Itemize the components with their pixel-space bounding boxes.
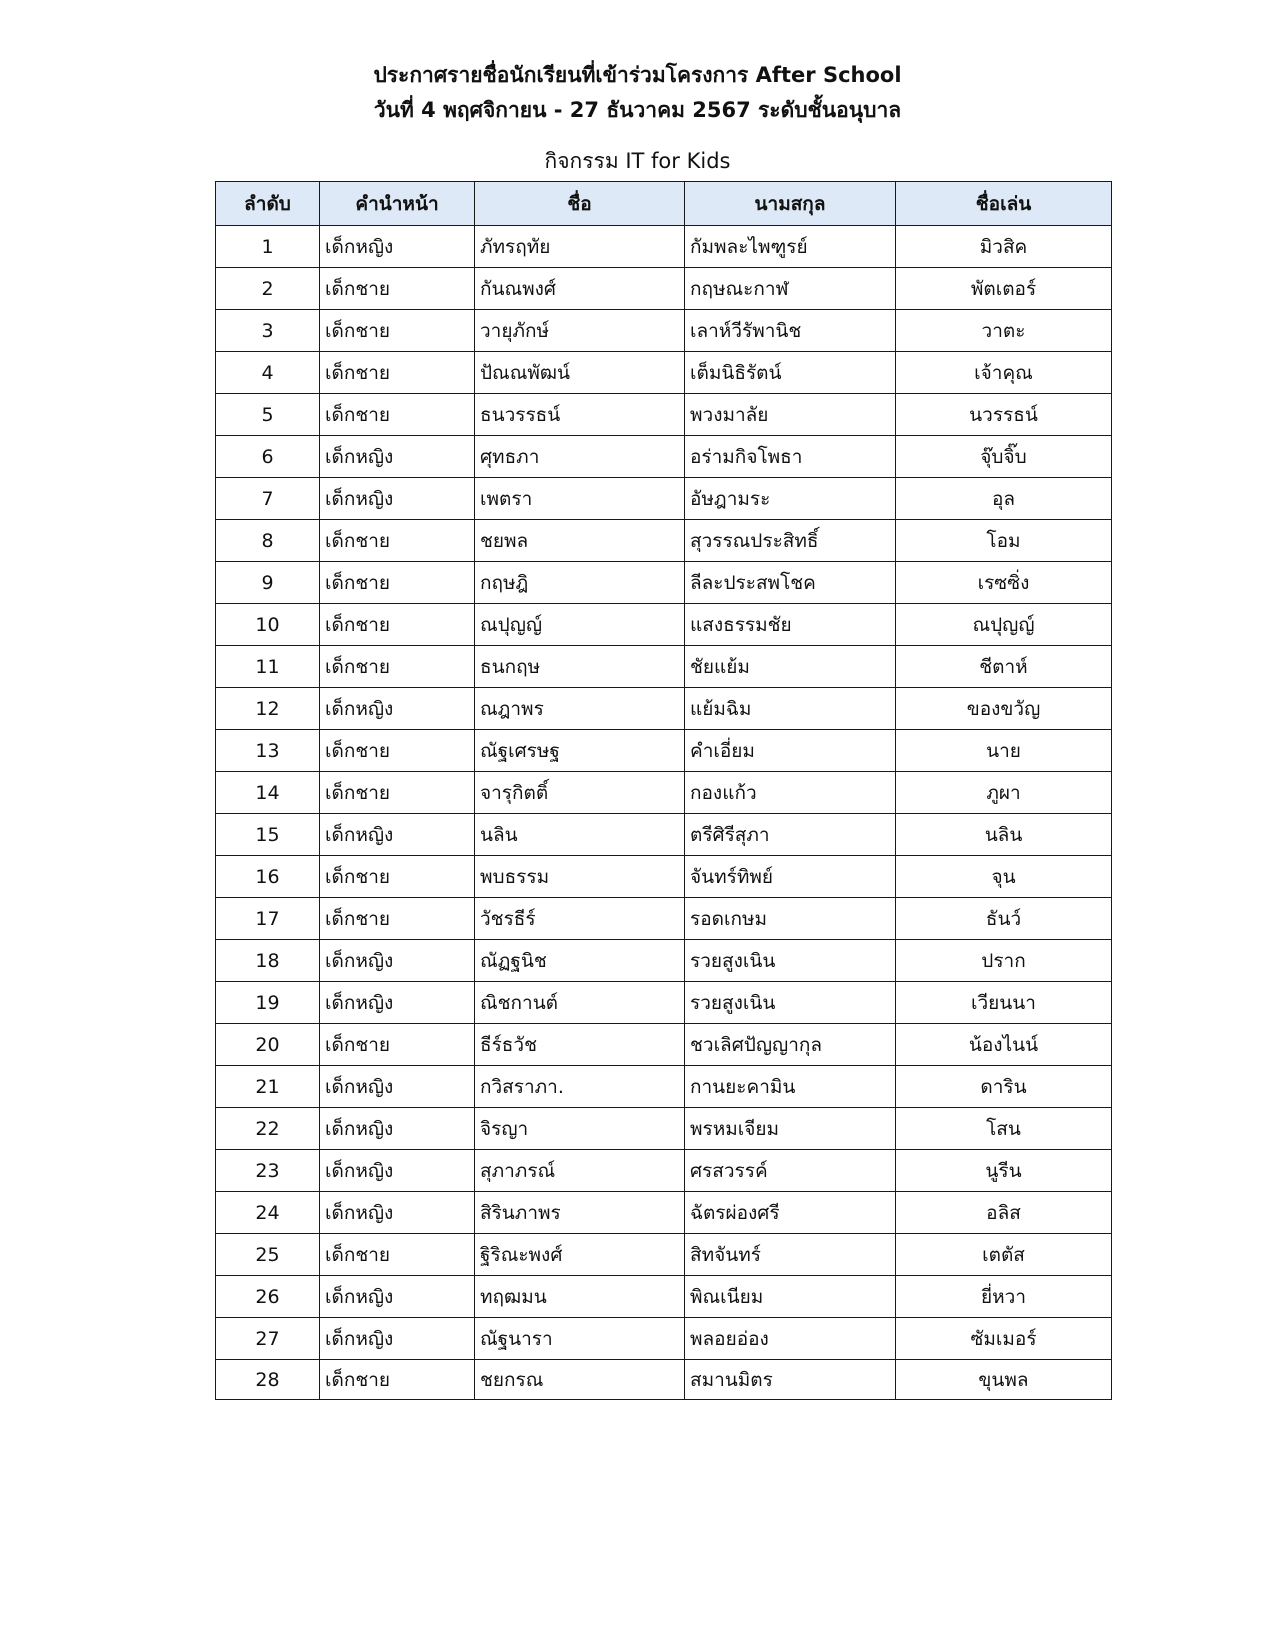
col-header-prefix: คำนำหน้า	[320, 182, 475, 226]
table-row	[216, 730, 1112, 772]
table-row	[216, 478, 1112, 520]
first-name-cell: นลิน	[475, 814, 685, 856]
prefix-cell: เด็กชาย	[320, 352, 475, 394]
row-number: 7	[216, 478, 320, 520]
first-name-cell: ธนกฤษ	[475, 646, 685, 688]
nickname-cell: ของขวัญ	[896, 688, 1112, 730]
last-name-cell: ฉัตรผ่องศรี	[685, 1192, 896, 1234]
nickname-cell: พัตเตอร์	[896, 268, 1112, 310]
table-row	[216, 940, 1112, 982]
row-number: 6	[216, 436, 320, 478]
nickname-cell: อลิส	[896, 1192, 1112, 1234]
nickname-cell: โสน	[896, 1108, 1112, 1150]
last-name-cell: รวยสูงเนิน	[685, 982, 896, 1024]
row-number: 3	[216, 310, 320, 352]
last-name-cell: สิทจันทร์	[685, 1234, 896, 1276]
title-line-1: ประกาศรายชื่อนักเรียนที่เข้าร่วมโครงการ After School	[373, 63, 902, 87]
prefix-cell: เด็กหญิง	[320, 1108, 475, 1150]
first-name-cell: วัชรธีร์	[475, 898, 685, 940]
first-name-cell: ณัฐนารา	[475, 1318, 685, 1360]
last-name-cell: กานยะคามิน	[685, 1066, 896, 1108]
row-number: 11	[216, 646, 320, 688]
prefix-cell: เด็กชาย	[320, 1360, 475, 1400]
nickname-cell: มิวสิค	[896, 226, 1112, 268]
table-body	[216, 226, 1112, 1400]
nickname-cell: อุล	[896, 478, 1112, 520]
row-number: 28	[216, 1360, 320, 1400]
col-header-number: ลำดับ	[216, 182, 320, 226]
table-row	[216, 394, 1112, 436]
table-row	[216, 1234, 1112, 1276]
table-row	[216, 604, 1112, 646]
nickname-cell: นาย	[896, 730, 1112, 772]
nickname-cell: ชีตาห์	[896, 646, 1112, 688]
table-row	[216, 520, 1112, 562]
row-number: 23	[216, 1150, 320, 1192]
first-name-cell: ปัณณพัฒน์	[475, 352, 685, 394]
prefix-cell: เด็กหญิง	[320, 1150, 475, 1192]
row-number: 26	[216, 1276, 320, 1318]
row-number: 17	[216, 898, 320, 940]
nickname-cell: นลิน	[896, 814, 1112, 856]
first-name-cell: จิรญา	[475, 1108, 685, 1150]
prefix-cell: เด็กหญิง	[320, 226, 475, 268]
first-name-cell: จารุกิตติ์	[475, 772, 685, 814]
prefix-cell: เด็กหญิง	[320, 436, 475, 478]
prefix-cell: เด็กหญิง	[320, 814, 475, 856]
last-name-cell: กัมพละไพฑูรย์	[685, 226, 896, 268]
table-row	[216, 1360, 1112, 1400]
first-name-cell: เพตรา	[475, 478, 685, 520]
table-row	[216, 310, 1112, 352]
nickname-cell: เรซซิ่ง	[896, 562, 1112, 604]
last-name-cell: สุวรรณประสิทธิ์	[685, 520, 896, 562]
prefix-cell: เด็กหญิง	[320, 1066, 475, 1108]
prefix-cell: เด็กชาย	[320, 604, 475, 646]
nickname-cell: จุ๊บจิ๊บ	[896, 436, 1112, 478]
prefix-cell: เด็กหญิง	[320, 688, 475, 730]
table-row	[216, 352, 1112, 394]
nickname-cell: จุน	[896, 856, 1112, 898]
first-name-cell: สิรินภาพร	[475, 1192, 685, 1234]
row-number: 19	[216, 982, 320, 1024]
last-name-cell: ตรีศิรีสุภา	[685, 814, 896, 856]
prefix-cell: เด็กหญิง	[320, 1318, 475, 1360]
first-name-cell: กันณพงศ์	[475, 268, 685, 310]
first-name-cell: กฤษฎิ	[475, 562, 685, 604]
last-name-cell: ศรสวรรค์	[685, 1150, 896, 1192]
prefix-cell: เด็กชาย	[320, 646, 475, 688]
first-name-cell: ฐิริณะพงศ์	[475, 1234, 685, 1276]
row-number: 20	[216, 1024, 320, 1066]
prefix-cell: เด็กหญิง	[320, 940, 475, 982]
row-number: 2	[216, 268, 320, 310]
first-name-cell: ศุทธภา	[475, 436, 685, 478]
last-name-cell: คำเอี่ยม	[685, 730, 896, 772]
nickname-cell: เวียนนา	[896, 982, 1112, 1024]
nickname-cell: เจ้าคุณ	[896, 352, 1112, 394]
first-name-cell: ณัฏฐนิช	[475, 940, 685, 982]
prefix-cell: เด็กชาย	[320, 394, 475, 436]
table-row	[216, 772, 1112, 814]
last-name-cell: จันทร์ทิพย์	[685, 856, 896, 898]
last-name-cell: เลาห์วีรัพานิช	[685, 310, 896, 352]
prefix-cell: เด็กชาย	[320, 1024, 475, 1066]
table-row	[216, 1150, 1112, 1192]
table-row	[216, 1192, 1112, 1234]
col-header-nickname: ชื่อเล่น	[896, 182, 1112, 226]
first-name-cell: ภัทรฤทัย	[475, 226, 685, 268]
last-name-cell: พวงมาลัย	[685, 394, 896, 436]
prefix-cell: เด็กหญิง	[320, 1276, 475, 1318]
row-number: 9	[216, 562, 320, 604]
last-name-cell: อร่ามกิจโพธา	[685, 436, 896, 478]
nickname-cell: โอม	[896, 520, 1112, 562]
table-row	[216, 1024, 1112, 1066]
first-name-cell: กวิสราภา.	[475, 1066, 685, 1108]
last-name-cell: อัษฎามระ	[685, 478, 896, 520]
table-row	[216, 688, 1112, 730]
table-row	[216, 1108, 1112, 1150]
row-number: 15	[216, 814, 320, 856]
table-row	[216, 268, 1112, 310]
prefix-cell: เด็กหญิง	[320, 478, 475, 520]
row-number: 25	[216, 1234, 320, 1276]
table-row	[216, 436, 1112, 478]
prefix-cell: เด็กชาย	[320, 856, 475, 898]
last-name-cell: รอดเกษม	[685, 898, 896, 940]
nickname-cell: นูรีน	[896, 1150, 1112, 1192]
first-name-cell: ธนวรรธน์	[475, 394, 685, 436]
first-name-cell: ธีร์ธวัช	[475, 1024, 685, 1066]
nickname-cell: น้องไนน์	[896, 1024, 1112, 1066]
last-name-cell: พิณเนียม	[685, 1276, 896, 1318]
prefix-cell: เด็กหญิง	[320, 982, 475, 1024]
row-number: 18	[216, 940, 320, 982]
title-line-2: วันที่ 4 พฤศจิกายน - 27 ธันวาคม 2567 ระดับชั้นอนุบาล	[373, 98, 902, 122]
row-number: 10	[216, 604, 320, 646]
last-name-cell: พลอยอ่อง	[685, 1318, 896, 1360]
first-name-cell: ณปุญญ์	[475, 604, 685, 646]
last-name-cell: เต็มนิธิรัตน์	[685, 352, 896, 394]
first-name-cell: ณฎาพร	[475, 688, 685, 730]
row-number: 13	[216, 730, 320, 772]
last-name-cell: กองแก้ว	[685, 772, 896, 814]
nickname-cell: ดาริน	[896, 1066, 1112, 1108]
table-row	[216, 856, 1112, 898]
row-number: 5	[216, 394, 320, 436]
row-number: 14	[216, 772, 320, 814]
nickname-cell: วาตะ	[896, 310, 1112, 352]
activity-title: กิจกรรม IT for Kids	[544, 149, 731, 173]
table-row	[216, 226, 1112, 268]
last-name-cell: ชัยแย้ม	[685, 646, 896, 688]
first-name-cell: สุภาภรณ์	[475, 1150, 685, 1192]
last-name-cell: สมานมิตร	[685, 1360, 896, 1400]
row-number: 8	[216, 520, 320, 562]
document-title	[0, 58, 1275, 128]
nickname-cell: ณปุญญ์	[896, 604, 1112, 646]
prefix-cell: เด็กชาย	[320, 730, 475, 772]
row-number: 22	[216, 1108, 320, 1150]
first-name-cell: ณัฐเศรษฐ	[475, 730, 685, 772]
last-name-cell: กฤษณะกาฬ	[685, 268, 896, 310]
col-header-last-name: นามสกุล	[685, 182, 896, 226]
nickname-cell: ขุนพล	[896, 1360, 1112, 1400]
table-row	[216, 562, 1112, 604]
first-name-cell: ทฤฒมน	[475, 1276, 685, 1318]
prefix-cell: เด็กชาย	[320, 268, 475, 310]
row-number: 27	[216, 1318, 320, 1360]
last-name-cell: พรหมเจียม	[685, 1108, 896, 1150]
row-number: 1	[216, 226, 320, 268]
table-row	[216, 646, 1112, 688]
prefix-cell: เด็กชาย	[320, 898, 475, 940]
table-row	[216, 1276, 1112, 1318]
nickname-cell: นวรรธน์	[896, 394, 1112, 436]
nickname-cell: ธันว์	[896, 898, 1112, 940]
last-name-cell: ลีละประสพโชค	[685, 562, 896, 604]
nickname-cell: ยี่หวา	[896, 1276, 1112, 1318]
first-name-cell: ชยกรณ	[475, 1360, 685, 1400]
student-roster-table	[215, 181, 1112, 1400]
prefix-cell: เด็กชาย	[320, 520, 475, 562]
prefix-cell: เด็กชาย	[320, 1234, 475, 1276]
prefix-cell: เด็กชาย	[320, 772, 475, 814]
prefix-cell: เด็กชาย	[320, 562, 475, 604]
prefix-cell: เด็กชาย	[320, 310, 475, 352]
table-row	[216, 898, 1112, 940]
first-name-cell: ณิชกานต์	[475, 982, 685, 1024]
table-row	[216, 814, 1112, 856]
last-name-cell: แย้มฉิม	[685, 688, 896, 730]
nickname-cell: ปราก	[896, 940, 1112, 982]
first-name-cell: พบธรรม	[475, 856, 685, 898]
col-header-first-name: ชื่อ	[475, 182, 685, 226]
first-name-cell: ชยพล	[475, 520, 685, 562]
nickname-cell: ซัมเมอร์	[896, 1318, 1112, 1360]
table-row	[216, 982, 1112, 1024]
row-number: 12	[216, 688, 320, 730]
last-name-cell: รวยสูงเนิน	[685, 940, 896, 982]
row-number: 21	[216, 1066, 320, 1108]
table-row	[216, 1318, 1112, 1360]
first-name-cell: วายุภักษ์	[475, 310, 685, 352]
nickname-cell: เตตัส	[896, 1234, 1112, 1276]
last-name-cell: แสงธรรมชัย	[685, 604, 896, 646]
row-number: 4	[216, 352, 320, 394]
table-row	[216, 1066, 1112, 1108]
last-name-cell: ชวเลิศปัญญากุล	[685, 1024, 896, 1066]
table-header	[216, 182, 1112, 226]
prefix-cell: เด็กหญิง	[320, 1192, 475, 1234]
row-number: 16	[216, 856, 320, 898]
nickname-cell: ภูผา	[896, 772, 1112, 814]
header-row	[216, 182, 1112, 226]
row-number: 24	[216, 1192, 320, 1234]
